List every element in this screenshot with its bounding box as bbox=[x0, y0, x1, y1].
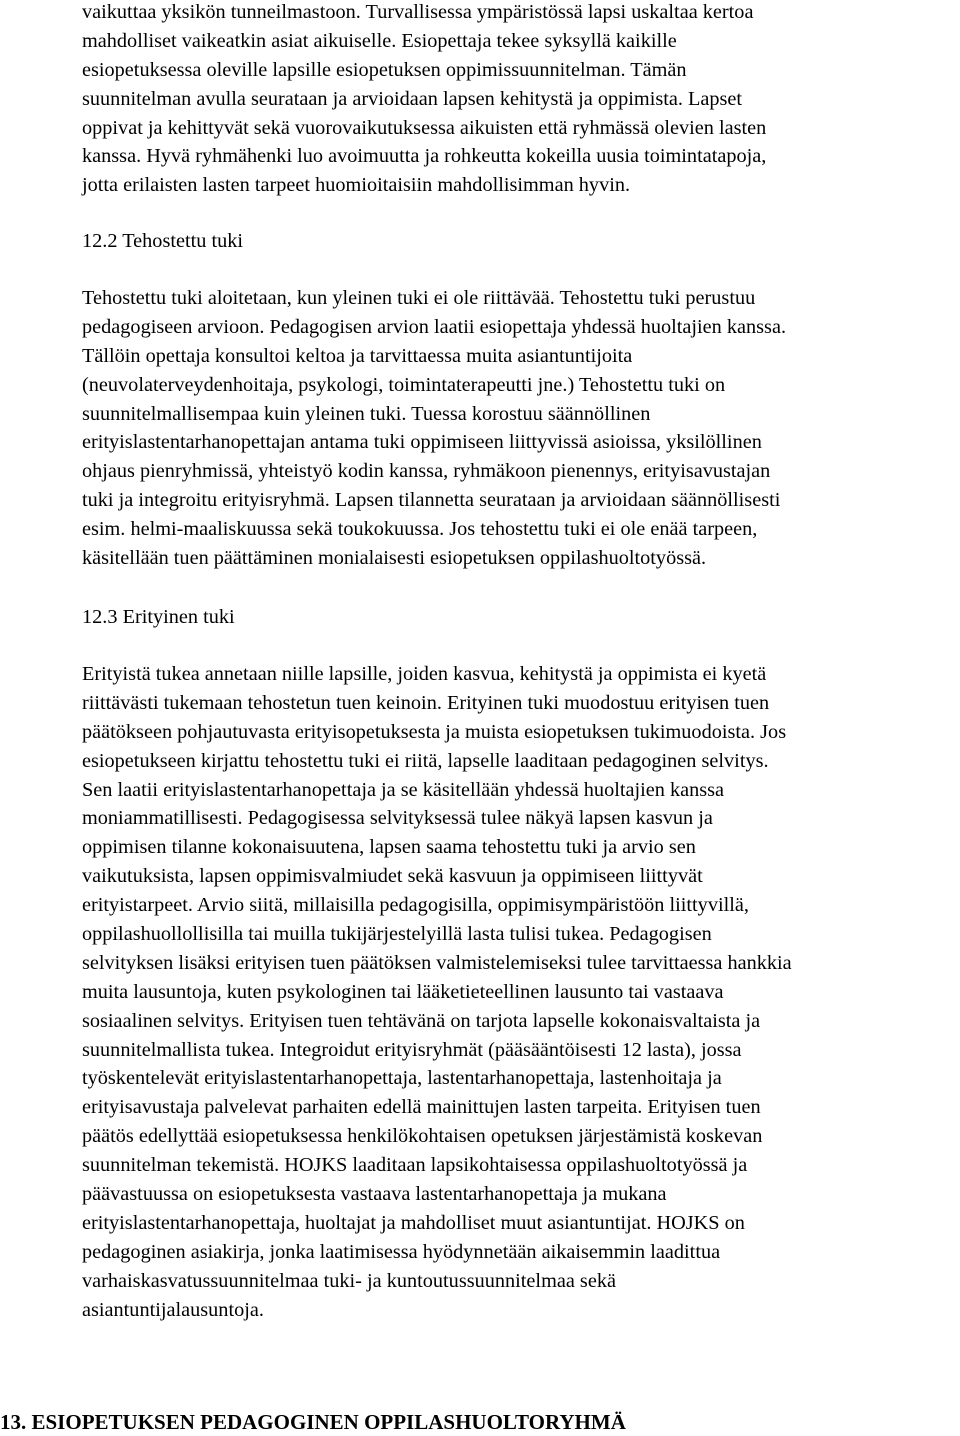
section-12-2-paragraph bbox=[82, 284, 960, 573]
text-line: käsitellään tuen päättäminen monialaisesti esiopetuksen oppilashuoltotyössä. bbox=[82, 547, 707, 570]
text-line: ohjaus pienryhmissä, yhteistyö kodin kanssa, ryhmäkoon pienennys, erityisavustajan bbox=[82, 460, 771, 483]
text-line: esim. helmi-maaliskuussa sekä toukokuussa. Jos tehostettu tuki ei ole enää tarpeen, bbox=[82, 518, 758, 541]
text-line: vaikuttaa yksikön tunneilmastoon. Turvallisessa ympäristössä lapsi uskaltaa kertoa bbox=[82, 1, 754, 23]
text-line: päätökseen pohjautuvasta erityisopetuksesta ja muista esiopetuksen tukimuodoista. Jos bbox=[82, 720, 787, 743]
text-line: suunnitelmallista tukea. Integroidut erityisryhmät (pääsääntöisesti 12 lasta), jossa bbox=[82, 1038, 742, 1061]
text-line: moniammatillisesti. Pedagogisessa selvityksessä tulee näkyä lapsen kasvun ja bbox=[82, 807, 713, 830]
text-line: erityislastentarhanopettajan antama tuki oppimiseen liittyvissä asioissa, yksilöllinen bbox=[82, 431, 762, 454]
text-line: työskentelevät erityislastentarhanopettaja, lastentarhanopettaja, lastenhoitaja ja bbox=[82, 1067, 722, 1090]
text-line: päätös edellyttää esiopetuksessa henkilökohtaisen opetuksen järjestämistä koskevan bbox=[82, 1125, 763, 1148]
text-line: päävastuussa on esiopetuksesta vastaava lastentarhanopettaja ja mukana bbox=[82, 1183, 667, 1206]
section-heading-12-2: 12.2 Tehostettu tuki bbox=[82, 230, 244, 252]
text-line: Erityistä tukea annetaan niille lapsille, joiden kasvua, kehitystä ja oppimista ei kyetä bbox=[82, 663, 767, 685]
text-line: erityistarpeet. Arvio siitä, millaisilla pedagogisilla, oppimisympäristöön liittyvillä, bbox=[82, 894, 749, 917]
text-line: esiopetukseen kirjattu tehostettu tuki ei riitä, lapselle laaditaan pedagoginen selvitys. bbox=[82, 749, 769, 772]
section-12-3-paragraph bbox=[82, 660, 960, 1324]
text-line: Tehostettu tuki aloitetaan, kun yleinen tuki ei ole riittävää. Tehostettu tuki perustuu bbox=[82, 287, 756, 309]
text-line: sosiaalinen selvitys. Erityisen tuen tehtävänä on tarjota lapselle kokonaisvaltaista ja bbox=[82, 1009, 761, 1032]
text-line: selvityksen lisäksi erityisen tuen päätöksen valmistelemiseksi tulee tarvittaessa hankkia bbox=[82, 951, 792, 974]
text-line: (neuvolaterveydenhoitaja, psykologi, toimintaterapeutti jne.) Tehostettu tuki on bbox=[82, 373, 726, 396]
intro-paragraph bbox=[82, 0, 960, 200]
section-heading-12-3: 12.3 Erityinen tuki bbox=[82, 606, 235, 628]
text-line: oppilashuollollisilla tai muilla tukijärjestelyillä lasta tulisi tukea. Pedagogisen bbox=[82, 923, 712, 946]
text-line: vaikutuksista, lapsen oppimisvalmiudet sekä kasvuun ja oppimiseen liittyvät bbox=[82, 865, 703, 888]
text-line: mahdolliset vaikeatkin asiat aikuiselle. Esiopettaja tekee syksyllä kaikille bbox=[82, 29, 677, 52]
text-line: suunnitelman tekemistä. HOJKS laaditaan lapsikohtaisessa oppilashuoltotyössä ja bbox=[82, 1154, 748, 1177]
text-line: Sen laatii erityislastentarhanopettaja ja se käsitellään yhdessä huoltajien kanssa bbox=[82, 778, 725, 801]
text-line: oppimisen tilanne kokonaisuutena, lapsen saama tehostettu tuki ja arvio sen bbox=[82, 836, 696, 859]
text-line: riittävästi tukemaan tehostetun tuen keinoin. Erityinen tuki muodostuu erityisen tuen bbox=[82, 691, 770, 714]
text-line: pedagogiseen arvioon. Pedagogisen arvion laatii esiopettaja yhdessä huoltajien kanssa. bbox=[82, 315, 787, 338]
text-line: oppivat ja kehittyvät sekä vuorovaikutuksessa aikuisten että ryhmässä olevien lasten bbox=[82, 116, 767, 139]
text-line: kanssa. Hyvä ryhmähenki luo avoimuutta ja rohkeutta kokeilla uusia toimintatapoja, bbox=[82, 145, 767, 168]
text-line: asiantuntijalausuntoja. bbox=[82, 1298, 264, 1321]
text-line: varhaiskasvatussuunnitelmaa tuki- ja kuntoutussuunnitelmaa sekä bbox=[82, 1269, 616, 1292]
text-line: esiopetuksessa oleville lapsille esiopetuksen oppimissuunnitelman. Tämän bbox=[82, 58, 687, 81]
text-line: suunnitelmallisempaa kuin yleinen tuki. Tuessa korostuu säännöllinen bbox=[82, 402, 651, 425]
text-line: muita lausuntoja, kuten psykologinen tai lääketieteellinen lausunto tai vastaava bbox=[82, 980, 724, 1003]
chapter-heading-13: 13. ESIOPETUKSEN PEDAGOGINEN OPPILASHUOLTORYHMÄ bbox=[0, 1410, 626, 1434]
text-line: jotta erilaisten lasten tarpeet huomioitaisiin mahdollisimman hyvin. bbox=[82, 174, 631, 197]
text-line: pedagoginen asiakirja, jonka laatimisessa hyödynnetään aikaisemmin laadittua bbox=[82, 1240, 721, 1263]
text-line: erityisavustaja palvelevat parhaiten edellä mainittujen lasten tarpeita. Erityisen tuen bbox=[82, 1096, 761, 1119]
text-line: Tällöin opettaja konsultoi keltoa ja tarvittaessa muita asiantuntijoita bbox=[82, 344, 633, 367]
text-line: tuki ja integroitu erityisryhmä. Lapsen tilannetta seurataan ja arvioidaan säännöllisesti bbox=[82, 489, 781, 512]
text-line: suunnitelman avulla seurataan ja arvioidaan lapsen kehitystä ja oppimista. Lapset bbox=[82, 87, 743, 110]
text-line: erityislastentarhanopettaja, huoltajat ja mahdolliset muut asiantuntijat. HOJKS on bbox=[82, 1211, 745, 1234]
